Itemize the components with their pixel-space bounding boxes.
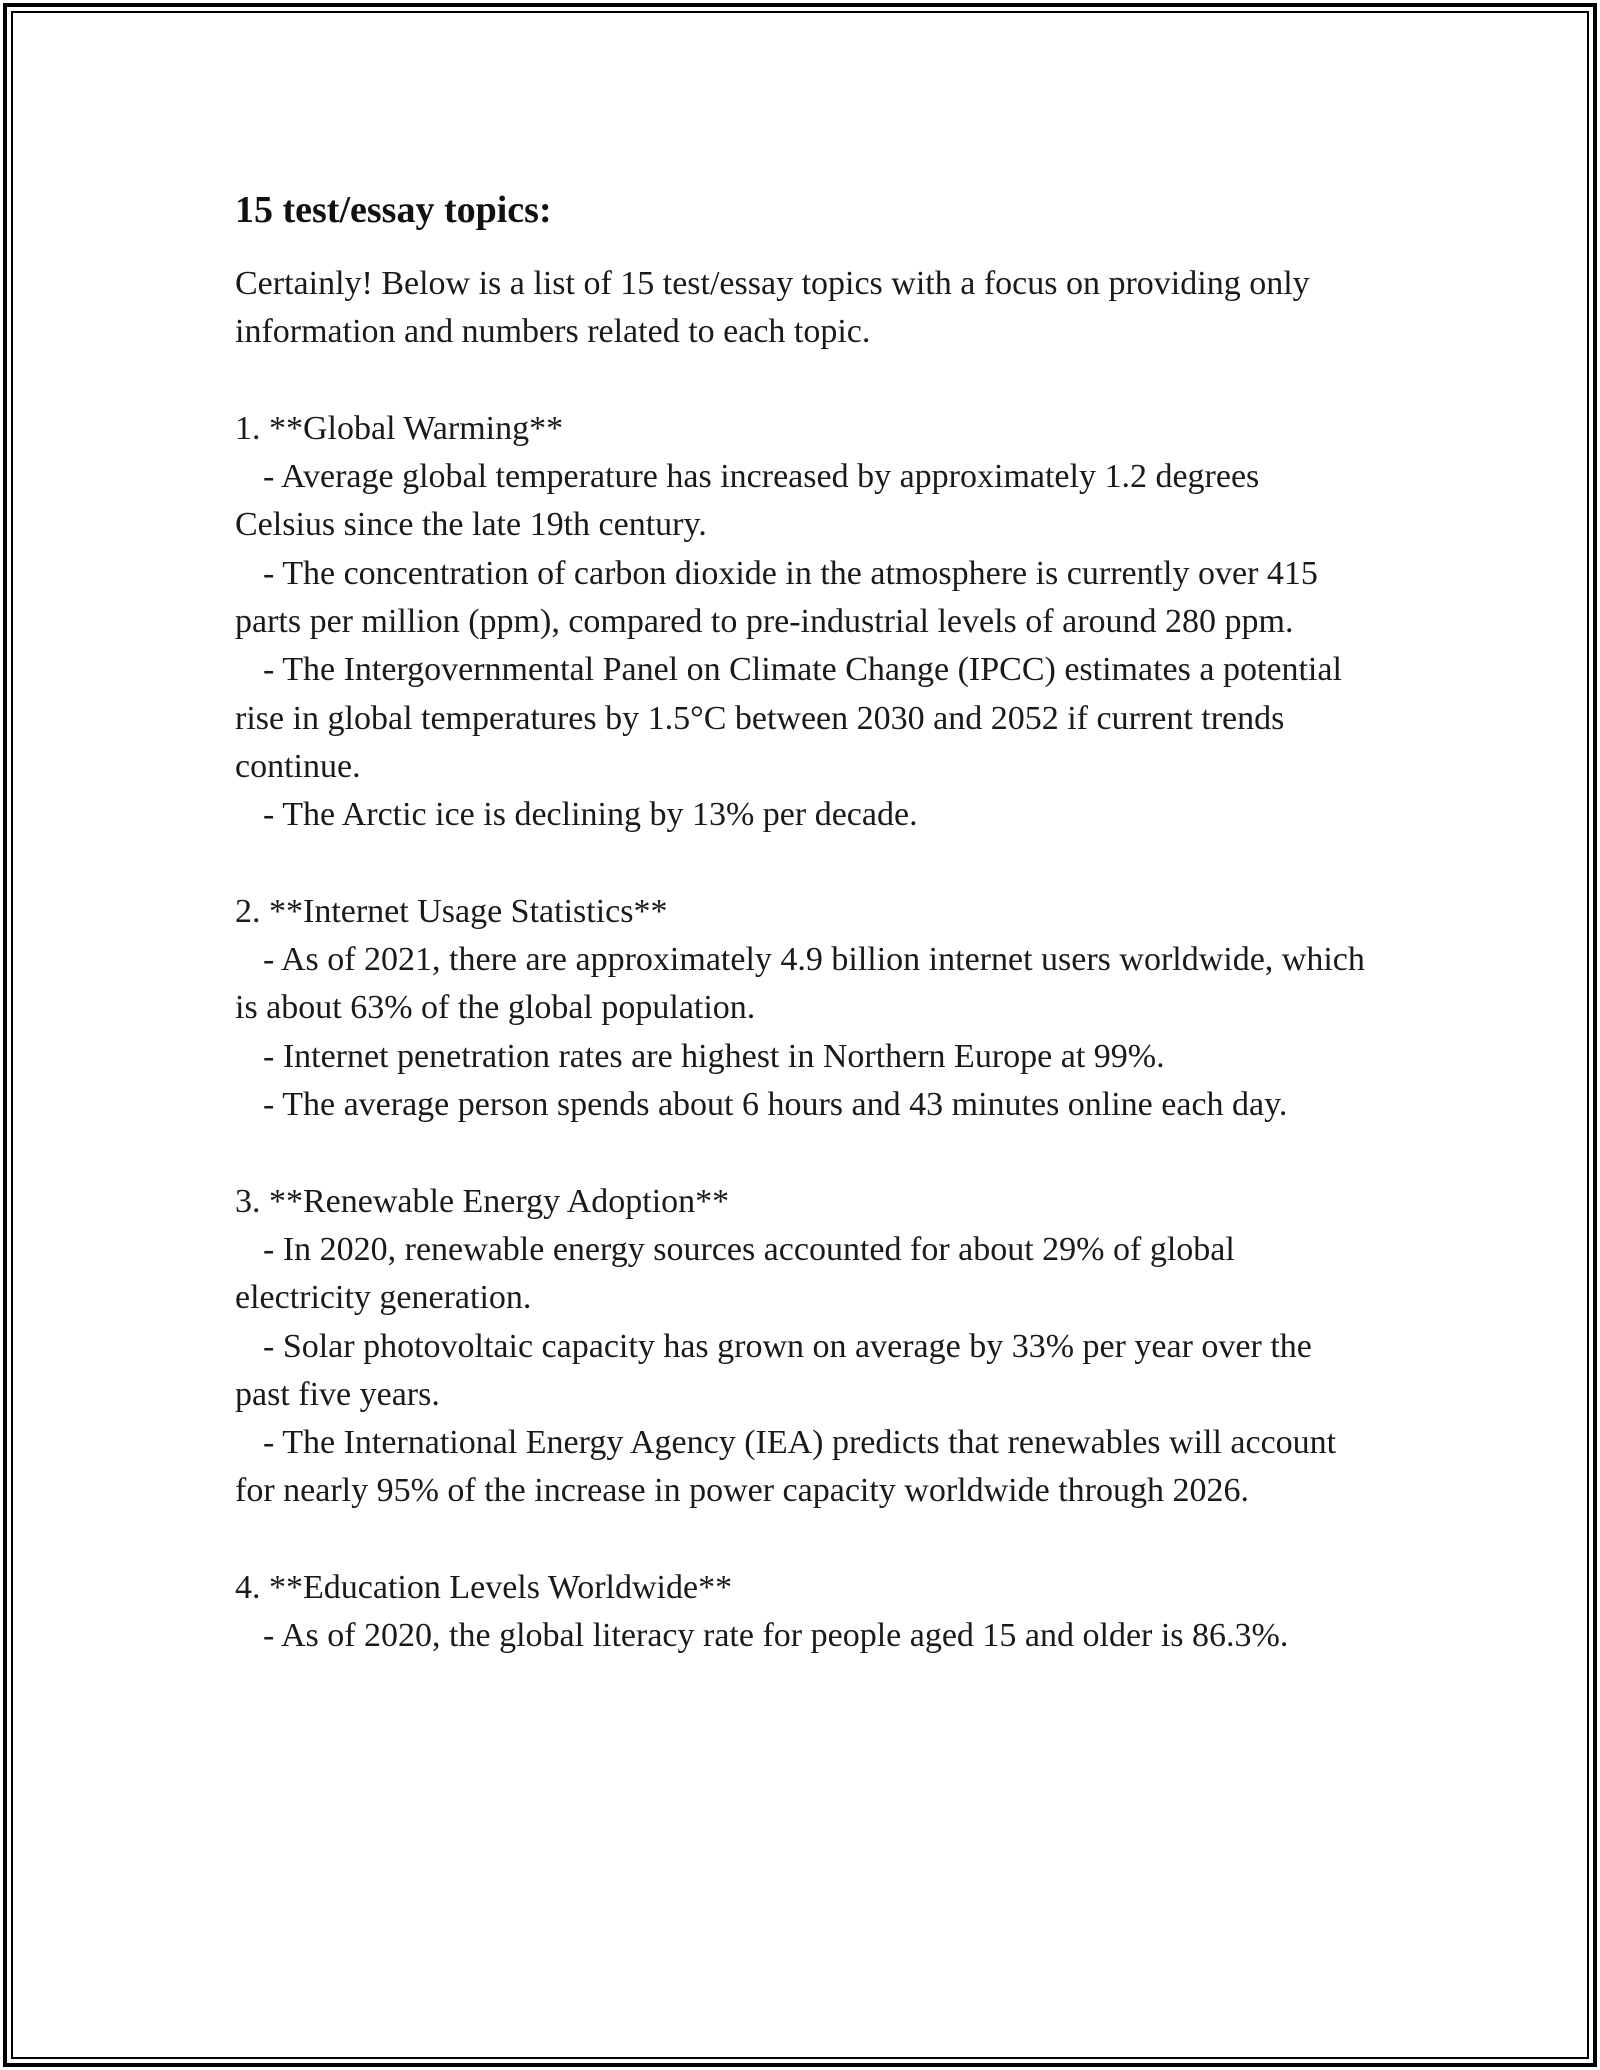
document-heading: 15 test/essay topics:: [235, 189, 552, 231]
topic-bullet: - Internet penetration rates are highest in Northern Europe at 99%.: [263, 1037, 1165, 1075]
document-body: [235, 186, 1365, 1661]
topic-bullet: - In 2020, renewable energy sources accounted for about 29% of global electricity generation.: [235, 1230, 1235, 1317]
topic-title: 3. **Renewable Energy Adoption**: [235, 1182, 730, 1220]
paragraph-gap: [235, 357, 1365, 405]
topic-section-4: [235, 1564, 1365, 1661]
topic-bullet: - As of 2020, the global literacy rate for people aged 15 and older is 86.3%.: [263, 1617, 1289, 1655]
topic-bullet: - The concentration of carbon dioxide in the atmosphere is currently over 415 parts per million (ppm), compared to pre-industrial levels of around 280 ppm.: [235, 554, 1318, 641]
topic-bullet: - The International Energy Agency (IEA) predicts that renewables will account for nearly 95% of the increase in power capacity worldwide through 2026.: [235, 1424, 1337, 1510]
topic-bullet: - Solar photovoltaic capacity has grown on average by 33% per year over the past five years.: [235, 1327, 1312, 1413]
topic-bullet: - The Intergovernmental Panel on Climate Change (IPCC) estimates a potential rise in global temperatures by 1.5°C between 2030 and 2052 if current trends continue.: [235, 651, 1342, 785]
topic-section-2: [235, 888, 1365, 1129]
topic-bullet: - The Arctic ice is declining by 13% per decade.: [263, 796, 918, 834]
topic-section-3: [235, 1178, 1365, 1516]
topic-bullet: - Average global temperature has increased by approximately 1.2 degrees Celsius since the late 19th century.: [235, 458, 1260, 544]
intro-paragraph: Certainly! Below is a list of 15 test/essay topics with a focus on providing only information and numbers related to each topic.: [235, 265, 1310, 351]
topic-bullet: - The average person spends about 6 hours and 43 minutes online each day.: [263, 1086, 1288, 1124]
topic-bullet: - As of 2021, there are approximately 4.9 billion internet users worldwide, which is about 63% of the global population.: [235, 941, 1365, 1027]
topic-section-1: [235, 405, 1365, 840]
topic-title: 4. **Education Levels Worldwide**: [235, 1569, 733, 1607]
topic-title: 2. **Internet Usage Statistics**: [235, 892, 668, 930]
topic-title: 1. **Global Warming**: [235, 409, 564, 447]
